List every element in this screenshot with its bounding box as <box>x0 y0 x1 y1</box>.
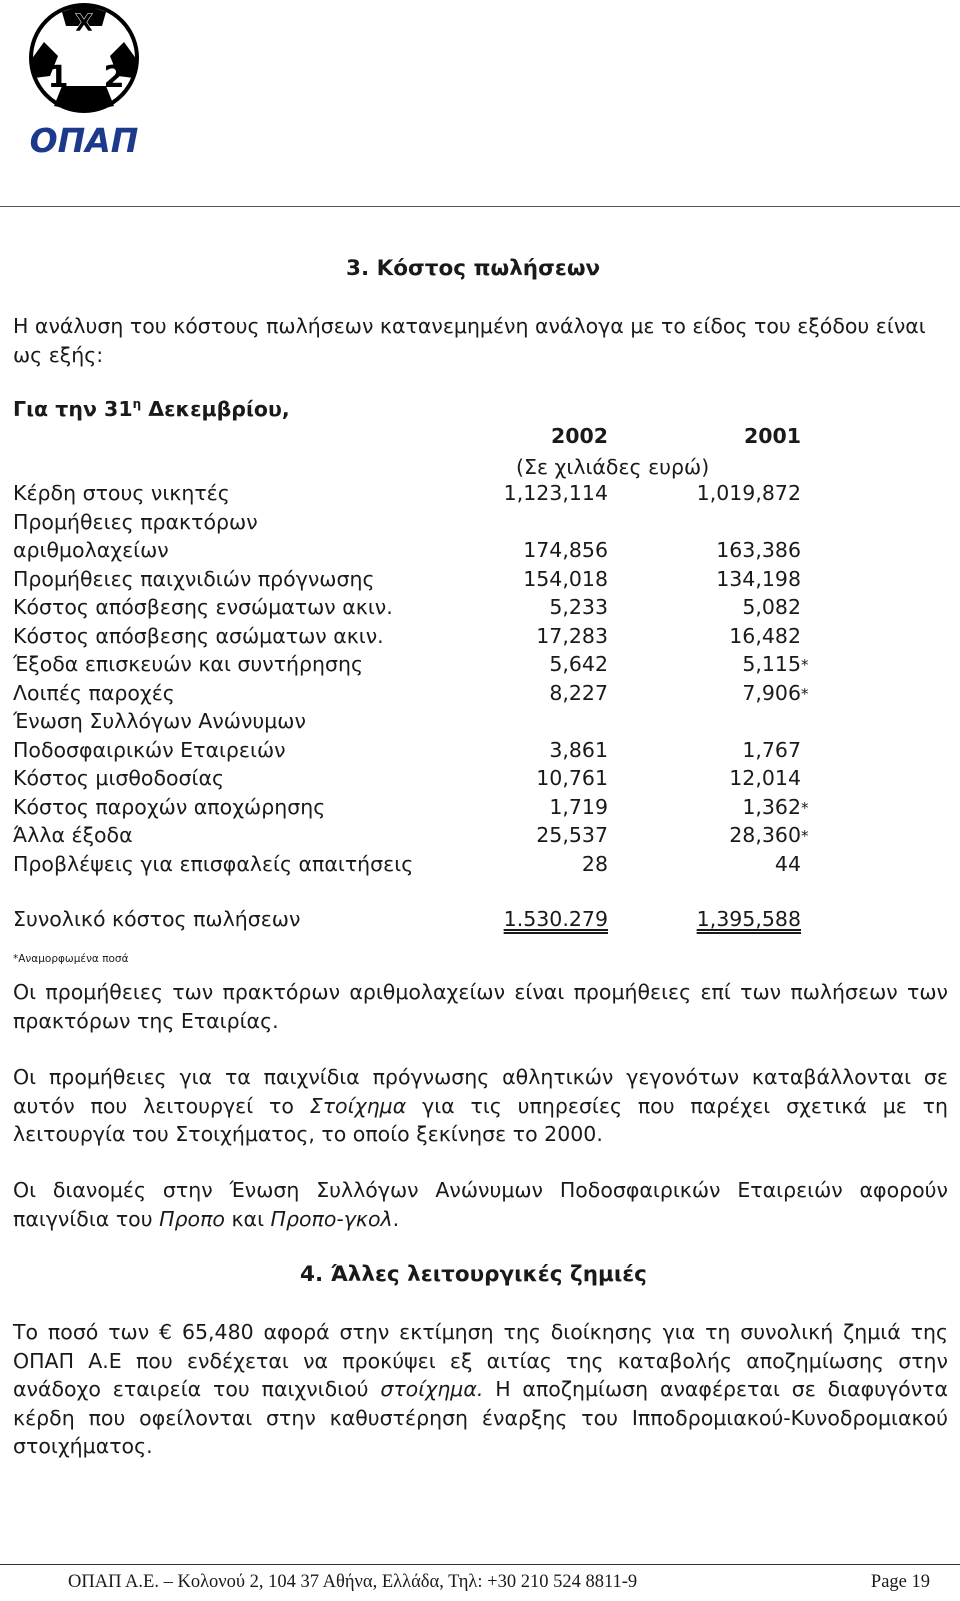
row-value-2001-cell <box>729 823 813 847</box>
total-2002: 1.530.279 <box>503 907 608 931</box>
table-row <box>13 652 813 681</box>
p3-text-mid: και <box>224 1206 271 1231</box>
logo-2-symbol: 2 <box>103 60 125 95</box>
paragraph-operating-losses <box>13 1318 948 1461</box>
row-label: Κέρδη στους νικητές <box>13 481 230 505</box>
row-value-2001: 1,362 <box>742 794 801 819</box>
header-rule <box>0 206 960 207</box>
total-2001: 1,395,588 <box>696 907 801 931</box>
row-value-2001-cell <box>729 766 813 790</box>
row-value-2001-cell <box>729 624 813 648</box>
p4-italic: στοίχημα. <box>380 1377 484 1401</box>
row-value-2001: 1,767 <box>742 737 801 762</box>
row-value-2001: 28,360 <box>729 823 801 847</box>
row-value-2002: 3,861 <box>549 737 608 762</box>
column-header-2001: 2001 <box>743 424 801 448</box>
paragraph-agents-commission: Οι προμήθειες των πρακτόρων αριθμολαχείων είναι προμήθειες επί των πωλήσεων των πρακτόρων της Εταιρίας. <box>13 980 948 1033</box>
table-row <box>13 624 813 653</box>
restated-marker: * <box>801 798 809 817</box>
row-label: Άλλα έξοδα <box>13 823 133 847</box>
row-value-2001-cell <box>742 595 813 619</box>
row-value-2002: 28 <box>581 851 608 876</box>
restated-marker: * <box>801 684 809 703</box>
row-value-2001-cell <box>697 481 813 505</box>
p4-text-a: Το ποσό των € 65,480 αφορά στην εκτίμηση της διοίκησης για τη συνολική ζημιά της ΟΠΑΠ Α.Ε που ενδέχεται να προκύψει εξ αιτίας της καταβολής αποζημίωσης στην ανάδοχο εταιρεία του παιχνιδιού <box>13 1320 948 1401</box>
row-value-2002: 1,123,114 <box>503 481 608 505</box>
page-number: Page 19 <box>870 1572 930 1592</box>
row-value-2002: 17,283 <box>536 623 608 648</box>
row-value-2001-cell <box>742 738 813 762</box>
row-value-2001: 7,906 <box>742 680 801 705</box>
logo-wordmark: ΟΠΑΠ <box>29 121 139 160</box>
restated-marker: * <box>801 827 809 845</box>
row-label: Προβλέψεις για επισφαλείς απαιτήσεις <box>13 851 414 876</box>
table-row <box>13 510 813 539</box>
section-3-heading: 3. Κόστος πωλήσεων <box>346 256 601 281</box>
row-value-2001: 16,482 <box>729 623 801 648</box>
row-value-2001-cell <box>775 852 813 876</box>
row-value-2001: 1,019,872 <box>696 481 801 505</box>
row-value-2001: 12,014 <box>729 766 801 790</box>
restated-marker: * <box>801 656 809 674</box>
p2-text-a: Οι προμήθειες για τα παιχνίδια πρόγνωσης αθλητικών γεγονότων καταβάλλονται σε αυτόν που λειτουργεί το <box>13 1065 948 1118</box>
row-value-2001-cell <box>742 795 813 819</box>
row-value-2002: 1,719 <box>549 794 608 819</box>
table-row <box>13 567 813 596</box>
row-value-2001: 44 <box>774 851 801 876</box>
row-value-2002: 174,856 <box>523 538 608 562</box>
row-label: Κόστος απόσβεσης ασώματων ακιν. <box>13 623 384 648</box>
row-label: Λοιπές παροχές <box>13 680 175 705</box>
p3-text-a: Οι διανομές στην Ένωση Συλλόγων Ανώνυμων Ποδοσφαιρικών Εταιρειών αφορούν παιγνίδια του <box>13 1178 948 1231</box>
row-value-2001-cell <box>716 567 813 591</box>
row-label: Ένωση Συλλόγων Ανώνυμων <box>13 709 306 733</box>
p2-italic: Στοίχημα <box>309 1093 407 1118</box>
p2-text-b: για τις υπηρεσίες που παρέχει σχετικά με τη λειτουργία του Στοιχήματος, το οποίο ξεκίνησε το 2000. <box>13 1093 948 1146</box>
row-value-2002: 25,537 <box>536 823 608 847</box>
row-label: Έξοδα επισκευών και συντήρησης <box>13 652 364 676</box>
period-label-end: Δεκεμβρίου, <box>141 397 290 421</box>
row-value-2001-cell <box>742 681 813 705</box>
footer-rule <box>0 1564 960 1565</box>
footer-address: ΟΠΑΠ Α.Ε. – Κολονού 2, 104 37 Αθήνα, Ελλάδα, Τηλ: +30 210 524 8811-9 <box>68 1572 638 1592</box>
table-row <box>13 852 813 881</box>
column-header-row <box>13 424 813 453</box>
p3-italic-2: Προπο-γκολ <box>270 1206 393 1231</box>
row-value-2002: 5,233 <box>549 595 608 619</box>
column-header-2002: 2002 <box>550 424 608 448</box>
row-label: αριθμολαχείων <box>13 538 169 562</box>
total-row <box>13 907 813 936</box>
row-label: Κόστος απόσβεσης ενσώματων ακιν. <box>13 595 393 619</box>
period-label-text: Για την 31 <box>13 397 133 421</box>
table-row <box>13 681 813 710</box>
row-value-2001: 134,198 <box>716 566 801 591</box>
table-row <box>13 538 813 567</box>
opap-logo <box>14 2 154 162</box>
row-value-2002: 10,761 <box>536 766 608 790</box>
row-label: Ποδοσφαιρικών Εταιρειών <box>13 737 286 762</box>
section-4-heading: 4. Άλλες λειτουργικές ζημιές <box>300 1262 647 1287</box>
row-value-2002: 154,018 <box>523 566 608 591</box>
row-value-2001-cell <box>716 538 813 562</box>
paragraph-betting-commission <box>13 1063 948 1149</box>
period-label <box>13 397 290 421</box>
row-value-2001: 5,115 <box>742 652 801 676</box>
row-label: Κόστος παροχών αποχώρησης <box>13 794 326 819</box>
p3-text-end: . <box>392 1206 400 1231</box>
section-3-intro: Η ανάλυση του κόστους πωλήσεων κατανεμημένη ανάλογα με το είδος του εξόδου είναι ως εξής: <box>13 314 926 367</box>
table-row <box>13 595 813 624</box>
table-row <box>13 481 813 510</box>
paragraph-football-distributions <box>13 1176 948 1233</box>
row-value-2002: 8,227 <box>549 680 608 705</box>
table-row <box>13 738 813 767</box>
row-label: Προμήθειες παιχνιδιών πρόγνωσης <box>13 566 375 591</box>
footnote: *Αναμορφωμένα ποσά <box>13 953 129 965</box>
row-value-2001: 163,386 <box>716 538 801 562</box>
total-label: Συνολικό κόστος πωλήσεων <box>13 907 301 931</box>
logo-1-symbol: 1 <box>47 60 69 95</box>
p4-text-b: Η αποζημίωση αναφέρεται σε διαφυγόντα κέρδη που οφείλονται στην καθυστέρηση έναρξης του Ιπποδρομιακού-Κυνοδρομιακού στοιχήματος. <box>13 1377 948 1458</box>
table-row <box>13 795 813 824</box>
row-value-2001: 5,082 <box>742 595 801 619</box>
table-row <box>13 766 813 795</box>
row-value-2002: 5,642 <box>549 652 608 676</box>
p3-italic-1: Προπο <box>159 1206 225 1231</box>
units-label: (Σε χιλιάδες ευρώ) <box>516 455 710 479</box>
row-label: Προμήθειες πρακτόρων <box>13 509 258 534</box>
table-row <box>13 709 813 738</box>
table-row <box>13 823 813 852</box>
logo-x-symbol: X <box>74 9 94 37</box>
row-label: Κόστος μισθοδοσίας <box>13 766 225 790</box>
row-value-2001-cell <box>742 652 813 676</box>
period-label-sup: η <box>132 397 142 412</box>
